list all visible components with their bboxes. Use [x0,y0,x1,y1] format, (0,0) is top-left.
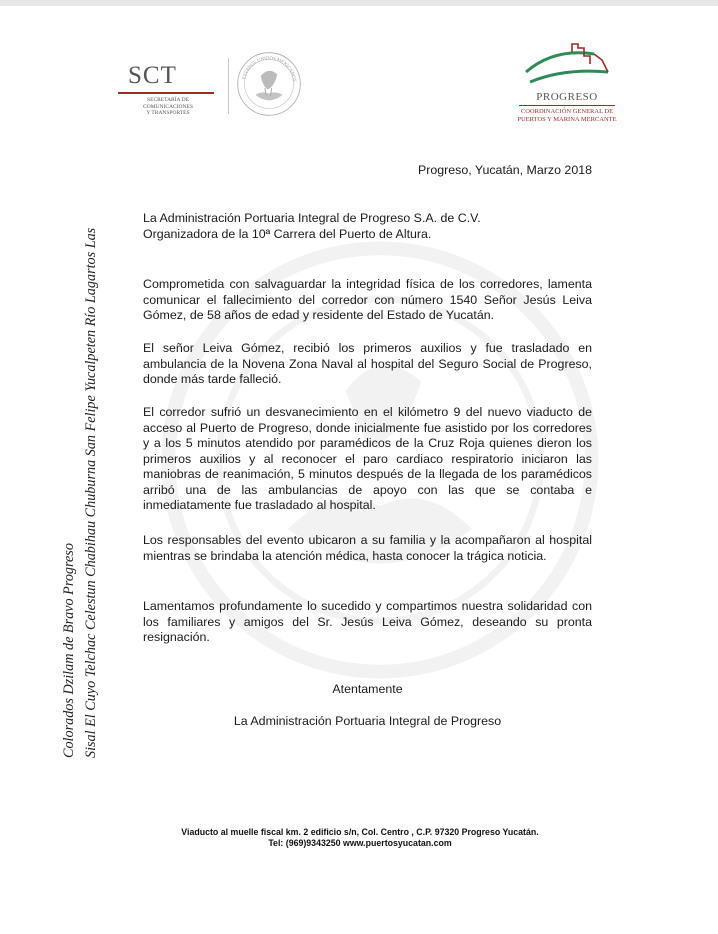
progreso-logo-name: PROGRESO [536,91,598,103]
sct-logo-rule [118,92,214,94]
sct-logo-subtitle-1: SECRETARÍA DE [147,97,189,103]
national-seal-icon [235,50,303,118]
progreso-logo [512,42,622,123]
footer-line-2: Tel: (969)9343250 www.puertosyucatan.com [268,838,452,848]
paragraph-2: El señor Leiva Gómez, recibió los primeros auxilios y fue trasladado en ambulancia de la Novena Zona Naval al hospital del Seguro Social de Progreso, donde más tarde falleció. [143,341,592,386]
sct-logo-subtitle-2: COMUNICACIONES [143,103,193,110]
svg-text:ESTADOS UNIDOS MEXICANOS: ESTADOS UNIDOS MEXICANOS [241,56,297,82]
ship-logo-icon [524,42,610,88]
ports-list-line-1: Sisal El Cuyo Telchac Celestun Chabihau Chuburna San Felipe Yucalpeten Río Lagartos Las [83,227,99,758]
signature: La Administración Portuaria Integral de Progreso [233,714,502,728]
ports-list-line-2: Colorados Dzilam de Bravo Progreso [61,543,77,758]
footer-address [100,827,620,849]
paragraph-3: El corredor sufrió un desvanecimiento en el kilómetro 9 del nuevo viaducto de acceso al Puerto de Progreso, donde inicialmente fue asistido por los corredores y a los 5 minutos atendido por paramédicos de la Cruz Roja quienes dieron los primeros auxilios y al reconocer el paro cardiaco respiratorio iniciaron las maniobras de reanimación, 5 minutos después de la llegada de los paramédicos arribó una de las ambulancias de apoyo con las que se contaba e inmediatamente fue trasladado al hospital. [143,405,592,512]
paragraph-5: Lamentamos profundamente lo sucedido y compartimos nuestra solidaridad con los familiares y amigos del Sr. Jesús Leiva Gómez, deseando su pronta resignación. [143,599,592,644]
progreso-logo-rule [519,105,615,106]
progreso-logo-subtitle-2: PUERTOS Y MARINA MERCANTE [517,115,617,123]
top-edge-band [0,0,718,6]
sender-line-1: La Administración Portuaria Integral de Progreso S.A. de C.V. [143,211,481,225]
paragraph-4: Los responsables del evento ubicaron a su familia y la acompañaron al hospital mientras se brindaba la atención médica, hasta conocer la trágica noticia. [143,533,592,563]
closing: Atentamente [332,682,403,696]
sct-logo-subtitle-3: Y TRANSPORTES [146,110,190,116]
progreso-logo-subtitle-1: COORDINACIÓN GENERAL DE [520,108,614,115]
paragraph-1: Comprometida con salvaguardar la integridad física de los corredores, lamenta comunicar el fallecimiento del corredor con número 1540 Señor Jesús Leiva Gómez, de 58 años de edad y residente del Estado de Yucatán. [143,277,592,322]
sct-logo-name: SCT [128,62,177,89]
sender-block [143,211,592,242]
sender-line-2: Organizadora de la 10ª Carrera del Puerto de Altura. [143,226,432,241]
footer-line-1: Viaducto al muelle fiscal km. 2 edificio s/n, Col. Centro , C.P. 97320 Progreso Yucatán. [181,827,539,837]
sct-logo [118,62,218,117]
letter-date: Progreso, Yucatán, Marzo 2018 [417,163,592,177]
ports-sidebar [58,118,102,758]
logo-divider [228,58,229,114]
